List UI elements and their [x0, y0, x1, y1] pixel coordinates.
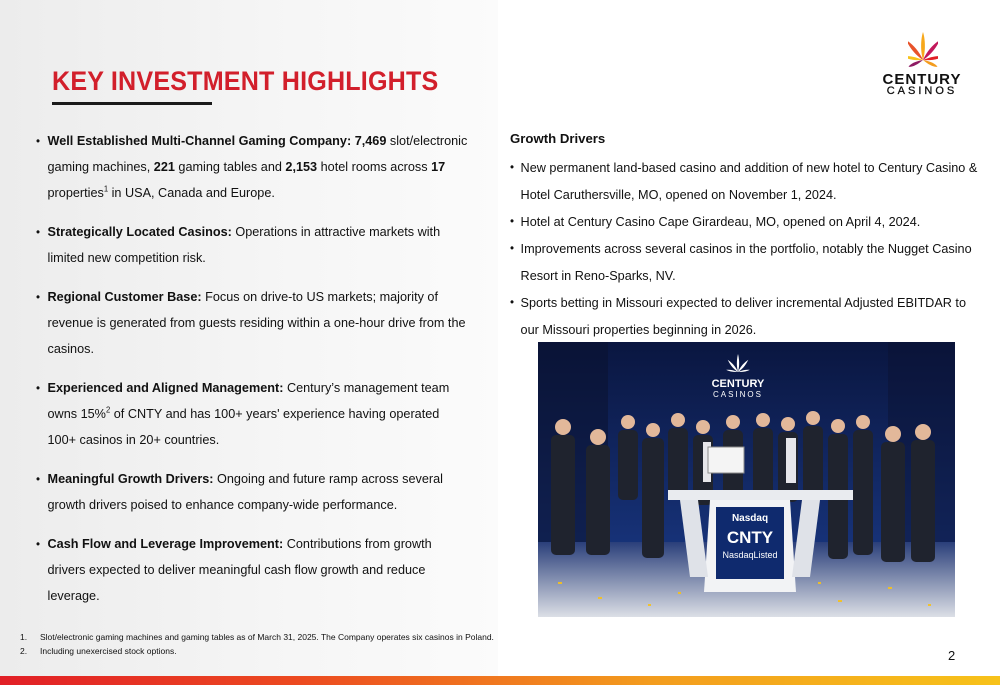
highlight-text: Ongoing and future ramp across several growth drivers poised to enhance company-wide performance. — [47, 471, 443, 512]
highlight-bold-text: Experienced and Aligned Management: — [47, 380, 284, 395]
page-number: 2 — [948, 648, 956, 663]
highlight-text: gaming tables and — [174, 159, 286, 174]
highlight-bold-text: Well Established Multi-Channel Gaming Company: — [47, 133, 352, 148]
highlight-text: in USA, Canada and Europe. — [108, 185, 275, 200]
title-underline — [52, 102, 212, 105]
growth-drivers-section — [510, 128, 990, 343]
footnote-text: Slot/electronic gaming machines and gaming tables as of March 31, 2025. The Company operates six casinos in Poland. — [40, 632, 494, 642]
framed-certificate — [708, 447, 744, 473]
footnote-text: Including unexercised stock options. — [40, 646, 177, 656]
highlight-text: of CNTY and has 100+ years' experience having operated 100+ casinos in 20+ countries. — [47, 406, 440, 447]
footnote-ref: 1 — [103, 184, 109, 194]
highlight-text: Century’s management team owns 15% — [47, 380, 450, 421]
highlight-bold-text: 7,469 — [354, 133, 387, 148]
highlight-text: slot/electronic gaming machines, — [47, 133, 468, 174]
growth-drivers-list — [510, 154, 990, 343]
highlight-text: hotel rooms across — [317, 159, 432, 174]
footnote — [20, 644, 720, 658]
highlight-bold-text: Strategically Located Casinos: — [47, 224, 232, 239]
podium-nasdaq-listed: NasdaqListed — [722, 550, 778, 560]
highlight-item — [36, 375, 468, 453]
highlight-bold-text: Meaningful Growth Drivers: — [47, 471, 214, 486]
screen-logo-century: CENTURY — [711, 378, 765, 390]
investment-highlights-list — [36, 128, 486, 622]
growth-driver-item: • Hotel at Century Casino Cape Girardeau, MO, opened on April 4, 2024. — [510, 208, 985, 235]
footnote — [20, 630, 720, 644]
highlight-item — [36, 466, 468, 518]
podium-nasdaq-brand: Nasdaq — [731, 513, 769, 524]
highlight-item — [36, 128, 468, 206]
footnotes — [20, 630, 720, 658]
growth-drivers-title: Growth Drivers — [510, 131, 606, 146]
footnote-number: 1. — [20, 632, 28, 642]
footnote-number: 2. — [20, 646, 28, 656]
highlight-text: Operations in attractive markets with limited new competition risk. — [47, 224, 441, 265]
highlight-bold-text: 17 — [431, 159, 446, 174]
nasdaq-bell-ringing-photo — [538, 342, 955, 617]
footnote-ref: 2 — [105, 405, 111, 415]
highlight-item — [36, 219, 468, 271]
logo-wordmark-casinos: CASINOS — [886, 85, 958, 97]
photo-illustration — [538, 342, 955, 617]
screen-logo-casinos: CASINOS — [712, 390, 764, 399]
highlight-bold-text: 221 — [153, 159, 175, 174]
highlight-text: properties — [47, 185, 104, 200]
highlight-bold-text: Cash Flow and Leverage Improvement: — [47, 536, 284, 551]
century-casinos-logo — [872, 30, 972, 98]
podium-ticker: CNTY — [726, 528, 774, 547]
growth-driver-item: • Improvements across several casinos in the portfolio, notably the Nugget Casino Resort in Reno-Sparks, NV. — [510, 235, 985, 289]
highlight-item — [36, 531, 468, 609]
highlight-bold-text: Regional Customer Base: — [47, 289, 202, 304]
highlight-text: Contributions from growth drivers expected to deliver meaningful cash flow growth and reduce leverage. — [47, 536, 432, 603]
brand-gradient-bar — [0, 676, 1000, 685]
highlight-text: Focus on drive-to US markets; majority of revenue is generated from guests residing within a one-hour drive from the casinos. — [47, 289, 466, 356]
highlight-item — [36, 284, 468, 362]
logo-wordmark-century: CENTURY — [882, 71, 962, 88]
starburst-logo-icon — [908, 30, 938, 72]
highlight-bold-text: 2,153 — [285, 159, 318, 174]
growth-driver-item: • New permanent land-based casino and addition of new hotel to Century Casino & Hotel Caruthersville, MO, opened on November 1, 2024. — [510, 154, 985, 208]
growth-driver-item: • Sports betting in Missouri expected to deliver incremental Adjusted EBITDAR to our Missouri properties beginning in 2026. — [510, 289, 985, 343]
page-title: KEY INVESTMENT HIGHLIGHTS — [52, 66, 439, 96]
